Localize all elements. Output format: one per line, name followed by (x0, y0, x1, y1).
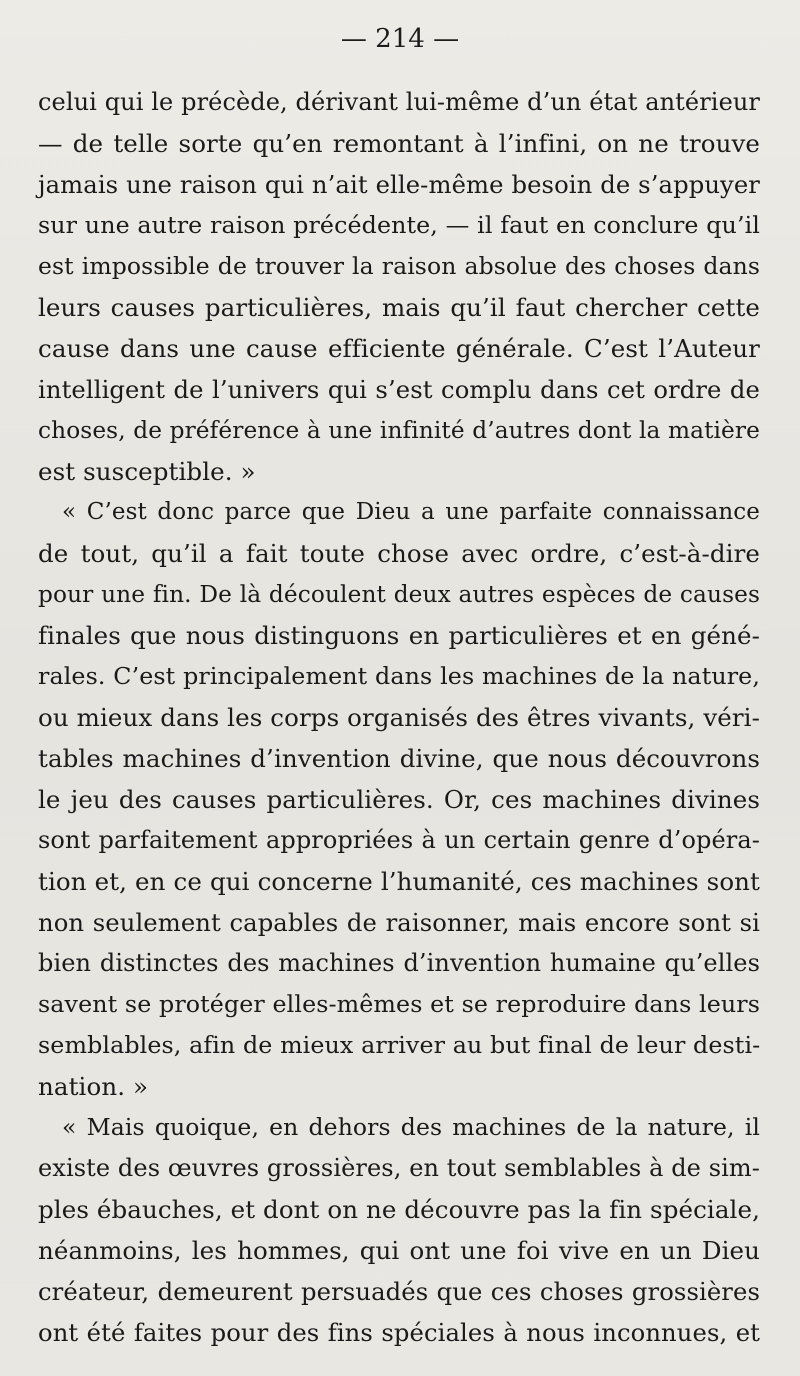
text-line: ples ébauches, et dont on ne découvre pas la fin spéciale, (38, 1195, 760, 1224)
text-line: est impossible de trouver la raison absolue des choses dans (38, 252, 760, 280)
text-line: est susceptible. » (38, 457, 256, 486)
text-line: choses, de préférence à une infinité d’autres dont la matière (38, 417, 760, 444)
text-line: intelligent de l’univers qui s’est complu dans cet ordre de (38, 375, 760, 404)
text-line: nation. » (38, 1072, 149, 1101)
body-text (38, 82, 760, 1353)
text-line: sur une autre raison précédente, — il faut en conclure qu’il (38, 211, 760, 239)
text-line: celui qui le précède, dérivant lui-même d’un état antérieur (38, 88, 760, 116)
text-line: savent se protéger elles-mêmes et se reproduire dans leurs (38, 990, 760, 1018)
text-line: « Mais quoique, en dehors des machines de la nature, il (62, 1113, 760, 1141)
text-line: sont parfaitement appropriées à un certain genre d’opéra- (38, 826, 760, 854)
page-number: — 214 — (340, 24, 460, 54)
text-line: tables machines d’invention divine, que nous découvrons (38, 744, 760, 773)
text-line: néanmoins, les hommes, qui ont une foi vive en un Dieu (38, 1236, 760, 1265)
text-line: semblables, afin de mieux arriver au but final de leur desti- (38, 1031, 761, 1059)
text-line: le jeu des causes particulières. Or, ces machines divines (38, 785, 760, 814)
text-line: ont été faites pour des fins spéciales à nous inconnues, et (38, 1318, 760, 1347)
text-line: finales que nous distinguons en particulières et en géné- (38, 621, 760, 650)
text-line: non seulement capables de raisonner, mais encore sont si (38, 908, 760, 937)
text-line: — de telle sorte qu’en remontant à l’infini, on ne trouve (38, 129, 760, 158)
text-line: créateur, demeurent persuadés que ces choses grossières (38, 1277, 760, 1306)
text-line: bien distinctes des machines d’invention humaine qu’elles (38, 949, 760, 977)
text-line: existe des œuvres grossières, en tout semblables à de sim- (38, 1154, 760, 1182)
text-line: jamais une raison qui n’ait elle-même besoin de s’appuyer (38, 170, 760, 199)
text-line: tion et, en ce qui concerne l’humanité, ces machines sont (38, 867, 760, 896)
text-line: cause dans une cause efficiente générale. C’est l’Auteur (38, 334, 760, 363)
text-line: pour une fin. De là découlent deux autres espèces de causes (38, 581, 760, 608)
text-line: « C’est donc parce que Dieu a une parfaite connaissance (62, 499, 760, 525)
text-line: rales. C’est principalement dans les machines de la nature, (38, 662, 760, 690)
text-line: de tout, qu’il a fait toute chose avec ordre, c’est-à-dire (38, 539, 760, 568)
text-line: leurs causes particulières, mais qu’il faut chercher cette (38, 293, 760, 322)
text-line: ou mieux dans les corps organisés des êtres vivants, véri- (38, 703, 760, 732)
